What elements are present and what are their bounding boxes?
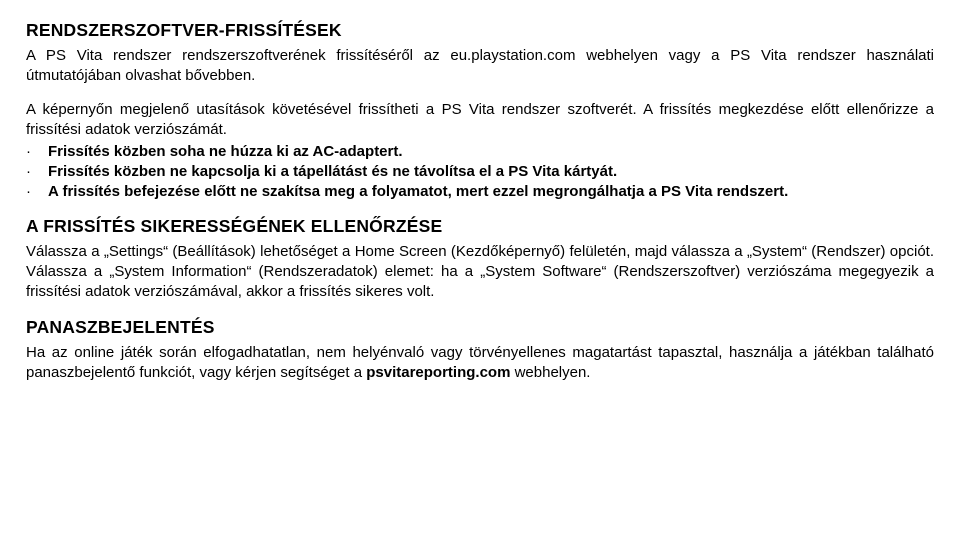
reporting-website-link[interactable]: psvitareporting.com [366,363,511,381]
paragraph-text-before: Ha az online játék során elfogadhatatlan, nem helyénvaló vagy törvényellenes magatartást tapasztal, használja a játékban található panaszbejelentő funkciót, vagy kérjen segítséget a [26,344,934,381]
bullet-marker: · [26,182,31,200]
bullet-marker: · [26,142,31,160]
list-item-label: Frissítés közben ne kapcsolja ki a tápellátást és ne távolítsa el a PS Vita kártyát. [48,162,618,180]
section-heading: A FRISSÍTÉS SIKERESSÉGÉNEK ELLENŐRZÉSE [26,216,443,237]
list-item [26,182,934,202]
section-complaints [26,317,934,383]
paragraph-text-after: webhelyen. [510,363,591,381]
list-item [26,162,934,182]
list-item-label: A frissítés befejezése előtt ne szakítsa meg a folyamatot, mert ezzel megrongálhatja a PS Vita rendszert. [48,182,789,200]
section-paragraph-rich [26,343,934,383]
list-item [26,142,934,162]
section-paragraph: A PS Vita rendszer rendszerszoftverének frissítéséről az eu.playstation.com webhelyen vagy a PS Vita rendszer használati útmutatójában olvashat bővebben. [26,46,934,84]
section-heading: RENDSZERSZOFTVER-FRISSÍTÉSEK [26,20,342,40]
bullet-list [26,142,934,202]
section-system-software-updates [26,20,934,201]
section-paragraph: A képernyőn megjelenő utasítások követésével frissítheti a PS Vita rendszer szoftverét. A frissítés megkezdése előtt ellenőrizze a frissítési adatok verziószámát. [26,100,934,138]
section-update-success-check [26,216,934,302]
list-item-label: Frissítés közben soha ne húzza ki az AC-adaptert. [48,142,403,160]
bullet-marker: · [26,162,31,180]
section-heading: PANASZBEJELENTÉS [26,317,215,338]
section-paragraph: Válassza a „Settings“ (Beállítások) lehetőséget a Home Screen (Kezdőképernyő) felületén, majd válassza a „System“ (Rendszer) opciót. Válassza a „System Information“ (Rendszeradatok) elemet: ha a „System Software“ (Rendszerszoftver) verziószáma megegyezik a frissítési adatok verziószámával, akkor a frissítés sikeres volt. [26,243,934,301]
